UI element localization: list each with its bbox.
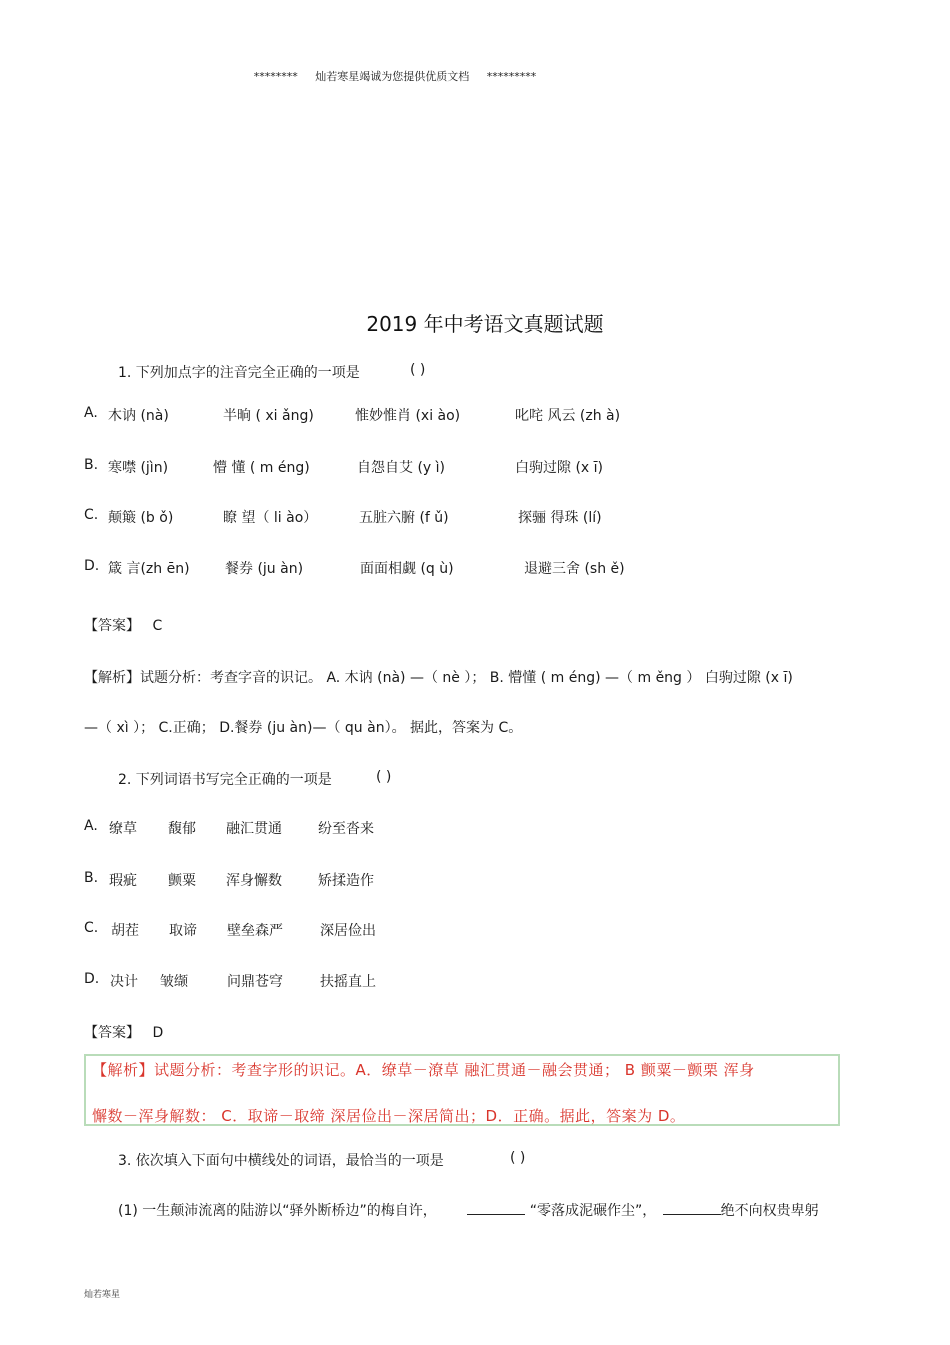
- q2-option-c: [0, 920, 950, 940]
- option-item: 白驹过隙 (x ī): [515, 460, 603, 476]
- option-item: 纷至沓来: [318, 821, 374, 837]
- sentence-text: (1) 一生颠沛流离的陆游以“驿外断桥边”的梅自许，: [118, 1203, 437, 1219]
- q3-sentence-1: [118, 1200, 819, 1220]
- option-letter: B.: [84, 870, 99, 886]
- option-item: 叱咤 风云 (zh à): [515, 408, 621, 424]
- q3-stem: 3. 依次填入下面句中横线处的词语，最恰当的一项是: [118, 1153, 444, 1169]
- q2-option-b: [0, 870, 950, 890]
- q2-stem: 2. 下列词语书写完全正确的一项是: [118, 772, 332, 788]
- option-item: 半晌 ( xi ǎng): [223, 408, 314, 424]
- option-item: 壁垒森严: [227, 923, 283, 939]
- option-item: 惟妙惟肖 (xi ào): [355, 408, 461, 424]
- option-item: 懵 懂 ( m éng): [213, 460, 310, 476]
- option-item: 颠簸 (b ǒ): [108, 510, 174, 526]
- option-item: 五脏六腑 (f ǔ): [359, 510, 449, 526]
- option-item: 面面相觑 (q ù): [360, 561, 454, 577]
- q1-explanation-line1: 【解析】试题分析：考查字音的识记。 A. 木讷 (nà) —（ nè ）； B. 懵懂 ( m éng) —（ m ěng ） 白驹过隙 (x ī): [84, 670, 793, 686]
- option-item: 退避三舍 (sh ě): [524, 561, 625, 577]
- fill-blank[interactable]: [467, 1201, 525, 1215]
- header-stars-right: *********: [486, 70, 537, 83]
- option-item: 决计: [110, 974, 138, 990]
- q2-paren: ( ): [376, 769, 392, 785]
- option-item: 浑身懈数: [226, 873, 282, 889]
- q2-explanation-box: [84, 1054, 840, 1126]
- q1-stem: 1. 下列加点字的注音完全正确的一项是: [118, 365, 360, 381]
- option-item: 自怨自艾 (y ì): [357, 460, 445, 476]
- header-stars-left: ********: [253, 70, 298, 83]
- option-item: 餐券 (ju àn): [225, 561, 304, 577]
- option-item: 扶摇直上: [320, 974, 376, 990]
- option-letter: D.: [84, 558, 100, 574]
- option-item: 矫揉造作: [318, 873, 374, 889]
- q2-answer: [84, 1022, 163, 1042]
- option-letter: A.: [84, 818, 98, 834]
- q1-paren: ( ): [410, 362, 426, 378]
- q3-paren: ( ): [510, 1150, 526, 1166]
- q1-option-a: [0, 405, 950, 425]
- q2-option-d: [0, 971, 950, 991]
- answer-label: 【答案】: [84, 1025, 140, 1041]
- option-item: 馥郁: [168, 821, 196, 837]
- option-item: 缭草: [109, 821, 137, 837]
- option-letter: B.: [84, 457, 99, 473]
- answer-value: C: [152, 618, 163, 634]
- option-item: 问鼎苍穹: [227, 974, 283, 990]
- page-header: [0, 68, 790, 84]
- q2-explanation-line1: 【解析】试题分析：考查字形的识记。A．缭草－潦草 融汇贯通－融会贯通； B 颤粟－颤栗 浑身: [92, 1061, 755, 1079]
- option-item: 瞭 望（ li ào）: [223, 510, 318, 526]
- q1-option-c: [0, 507, 950, 527]
- answer-label: 【答案】: [84, 618, 140, 634]
- option-item: 皱缬: [160, 974, 188, 990]
- option-letter: C.: [84, 920, 99, 936]
- page-title: 2019 年中考语文真题试题: [366, 312, 604, 336]
- option-letter: D.: [84, 971, 100, 987]
- q2-explanation-line2: 懈数－浑身解数： C．取谛－取缔 深居俭出－深居简出；D．正确。据此，答案为 D。: [92, 1107, 686, 1125]
- option-item: 融汇贯通: [226, 821, 282, 837]
- option-item: 木讷 (nà): [108, 408, 169, 424]
- q1-explanation-line2: —（ xì ）； C.正确； D.餐券 (ju àn)—（ qu àn）。 据此，答案为 C。: [84, 720, 523, 736]
- answer-value: D: [152, 1025, 164, 1041]
- option-item: 深居俭出: [320, 923, 376, 939]
- sentence-text: “零落成泥碾作尘”，: [529, 1203, 657, 1219]
- sentence-text: 绝不向权贵卑躬: [720, 1203, 819, 1219]
- option-item: 探骊 得珠 (lí): [518, 510, 602, 526]
- page-footer: 灿若寒星: [84, 1290, 121, 1300]
- option-letter: C.: [84, 507, 99, 523]
- q1-option-d: [0, 558, 950, 578]
- option-letter: A.: [84, 405, 98, 421]
- option-item: 箴 言(zh ēn): [108, 561, 190, 577]
- option-item: 瑕疵: [109, 873, 137, 889]
- option-item: 取谛: [169, 923, 197, 939]
- q2-option-a: [0, 818, 950, 838]
- option-item: 寒噤 (jìn): [108, 460, 169, 476]
- fill-blank[interactable]: [663, 1201, 721, 1215]
- option-item: 胡茬: [111, 923, 139, 939]
- header-text: 灿若寒星竭诚为您提供优质文档: [315, 70, 470, 83]
- q1-answer: [84, 615, 162, 635]
- q1-option-b: [0, 457, 950, 477]
- option-item: 颤粟: [168, 873, 196, 889]
